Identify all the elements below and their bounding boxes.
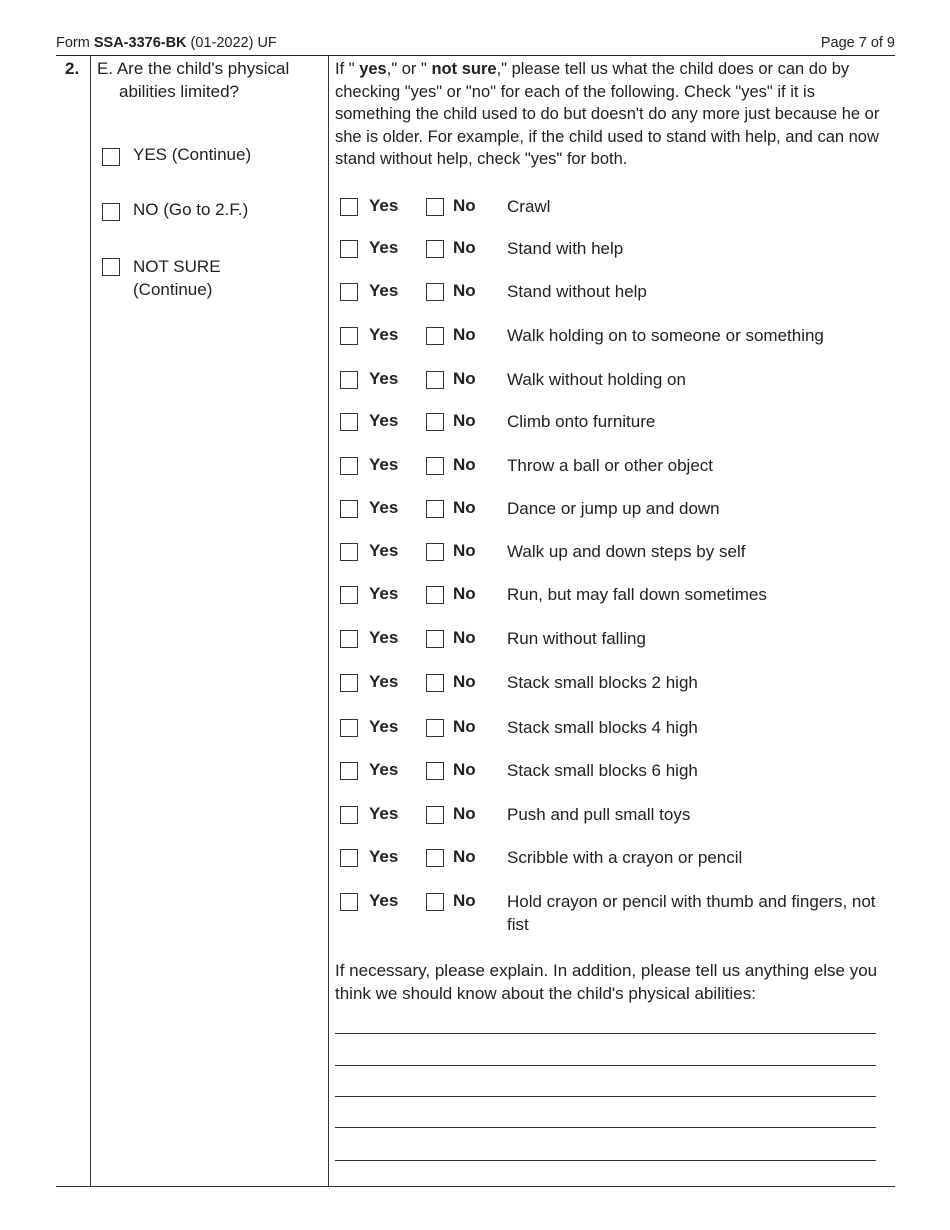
- ability-row: [340, 411, 880, 451]
- no-checkbox[interactable]: [426, 674, 444, 692]
- yes-checkbox[interactable]: [340, 283, 358, 301]
- ability-row: [340, 281, 880, 321]
- yes-label: Yes: [369, 498, 399, 517]
- ability-row: [340, 541, 880, 581]
- no-label: No: [453, 411, 476, 430]
- write-in-line[interactable]: [335, 1127, 876, 1128]
- yes-label: Yes: [369, 541, 399, 560]
- no-checkbox[interactable]: [426, 849, 444, 867]
- yes-checkbox[interactable]: [340, 371, 358, 389]
- ability-row: [340, 760, 880, 800]
- no-label: No: [453, 672, 476, 691]
- option-label: YES (Continue): [133, 145, 252, 164]
- no-label: No: [453, 891, 476, 910]
- ability-row: [340, 325, 880, 365]
- column-divider: [90, 56, 91, 1186]
- no-label: No: [453, 369, 476, 388]
- yes-checkbox[interactable]: [340, 586, 358, 604]
- ability-label: Walk holding on to someone or something: [507, 326, 824, 345]
- not-sure-checkbox[interactable]: [102, 258, 120, 276]
- yes-label: Yes: [369, 196, 399, 215]
- yes-label: Yes: [369, 891, 399, 910]
- ability-label: Dance or jump up and down: [507, 499, 720, 518]
- yes-checkbox[interactable]: [340, 457, 358, 475]
- ability-label: Walk up and down steps by self: [507, 542, 746, 561]
- yes-label: Yes: [369, 672, 399, 691]
- no-checkbox[interactable]: [426, 327, 444, 345]
- write-in-line[interactable]: [335, 1160, 876, 1161]
- top-rule: [56, 55, 895, 56]
- no-checkbox[interactable]: [426, 500, 444, 518]
- ability-row: [340, 196, 880, 236]
- no-label: No: [453, 804, 476, 823]
- no-label: No: [453, 238, 476, 257]
- yes-checkbox[interactable]: [340, 327, 358, 345]
- option-label: NOT SURE (Continue): [133, 257, 221, 299]
- write-in-line[interactable]: [335, 1096, 876, 1097]
- no-checkbox[interactable]: [426, 806, 444, 824]
- ability-row: [340, 369, 880, 409]
- yes-checkbox[interactable]: [340, 893, 358, 911]
- no-checkbox[interactable]: [426, 283, 444, 301]
- no-label: No: [453, 717, 476, 736]
- ability-label: Climb onto furniture: [507, 412, 656, 431]
- yes-label: Yes: [369, 455, 399, 474]
- ability-label: Stack small blocks 6 high: [507, 761, 698, 780]
- yes-label: Yes: [369, 628, 399, 647]
- yes-checkbox[interactable]: [340, 500, 358, 518]
- yes-label: Yes: [369, 760, 399, 779]
- no-checkbox[interactable]: [426, 762, 444, 780]
- ability-row: [340, 717, 880, 757]
- ability-label: Run without falling: [507, 629, 646, 648]
- ability-label: Hold crayon or pencil with thumb and fingers, not fist: [507, 892, 876, 934]
- ability-row: [340, 455, 880, 495]
- yes-checkbox[interactable]: [340, 674, 358, 692]
- ability-label: Scribble with a crayon or pencil: [507, 848, 743, 867]
- column-divider: [328, 56, 329, 1186]
- no-checkbox[interactable]: [426, 893, 444, 911]
- yes-checkbox[interactable]: [340, 849, 358, 867]
- ability-label: Push and pull small toys: [507, 805, 691, 824]
- yes-label: Yes: [369, 411, 399, 430]
- ability-label: Stand without help: [507, 282, 647, 301]
- no-label: No: [453, 281, 476, 300]
- yes-checkbox[interactable]: [340, 762, 358, 780]
- ability-row: [340, 804, 880, 844]
- yes-continue-checkbox[interactable]: [102, 148, 120, 166]
- yes-checkbox[interactable]: [340, 630, 358, 648]
- yes-checkbox[interactable]: [340, 543, 358, 561]
- ability-row: [340, 891, 880, 934]
- write-in-line[interactable]: [335, 1033, 876, 1034]
- yes-label: Yes: [369, 281, 399, 300]
- no-checkbox[interactable]: [426, 586, 444, 604]
- no-label: No: [453, 325, 476, 344]
- no-label: No: [453, 455, 476, 474]
- yes-checkbox[interactable]: [340, 719, 358, 737]
- question-number: 2.: [65, 59, 80, 78]
- no-checkbox[interactable]: [426, 371, 444, 389]
- instructions: If " yes," or " not sure," please tell us what the child does or can do by checking "yes" or "no" for each of the following. Check "yes" if it is something the child used to do but doesn't do any more just because he or she is older. For example, if the child used to stand with help, and can now stand without help, check "yes" for both.: [335, 60, 880, 168]
- yes-checkbox[interactable]: [340, 198, 358, 216]
- yes-label: Yes: [369, 804, 399, 823]
- explain-prompt: If necessary, please explain. In addition, please tell us anything else you think we should know about the child's physical abilities:: [335, 961, 878, 1003]
- no-checkbox[interactable]: [426, 719, 444, 737]
- no-checkbox[interactable]: [426, 543, 444, 561]
- yes-checkbox[interactable]: [340, 240, 358, 258]
- no-label: No: [453, 628, 476, 647]
- ability-row: [340, 498, 880, 538]
- ability-label: Run, but may fall down sometimes: [507, 585, 767, 604]
- ability-row: [340, 238, 880, 278]
- ability-label: Walk without holding on: [507, 370, 686, 389]
- ability-row: [340, 628, 880, 668]
- no-label: No: [453, 196, 476, 215]
- page-header: [56, 35, 895, 51]
- ability-label: Throw a ball or other object: [507, 456, 713, 475]
- no-label: No: [453, 847, 476, 866]
- form-id: Form SSA-3376-BK (01-2022) UF: [56, 35, 277, 51]
- ability-row: [340, 672, 880, 712]
- no-checkbox[interactable]: [426, 240, 444, 258]
- no-checkbox[interactable]: [426, 457, 444, 475]
- write-in-line[interactable]: [335, 1065, 876, 1066]
- no-label: No: [453, 541, 476, 560]
- page-number: Page 7 of 9: [820, 35, 895, 51]
- option-label: NO (Go to 2.F.): [133, 200, 249, 219]
- question-text: E. Are the child's physical abilities limited?: [97, 59, 290, 101]
- no-checkbox[interactable]: [426, 413, 444, 431]
- yes-label: Yes: [369, 325, 399, 344]
- no-checkbox[interactable]: [426, 630, 444, 648]
- no-label: No: [453, 760, 476, 779]
- yes-label: Yes: [369, 238, 399, 257]
- ability-label: Stand with help: [507, 239, 624, 258]
- yes-label: Yes: [369, 369, 399, 388]
- no-label: No: [453, 584, 476, 603]
- no-label: No: [453, 498, 476, 517]
- yes-label: Yes: [369, 847, 399, 866]
- ability-row: [340, 847, 880, 887]
- ability-label: Crawl: [507, 197, 551, 216]
- ability-row: [340, 584, 880, 624]
- ability-label: Stack small blocks 2 high: [507, 673, 698, 692]
- ability-label: Stack small blocks 4 high: [507, 718, 698, 737]
- bottom-rule: [56, 1186, 895, 1187]
- yes-checkbox[interactable]: [340, 806, 358, 824]
- no-checkbox[interactable]: [102, 203, 120, 221]
- yes-label: Yes: [369, 584, 399, 603]
- no-checkbox[interactable]: [426, 198, 444, 216]
- yes-label: Yes: [369, 717, 399, 736]
- yes-checkbox[interactable]: [340, 413, 358, 431]
